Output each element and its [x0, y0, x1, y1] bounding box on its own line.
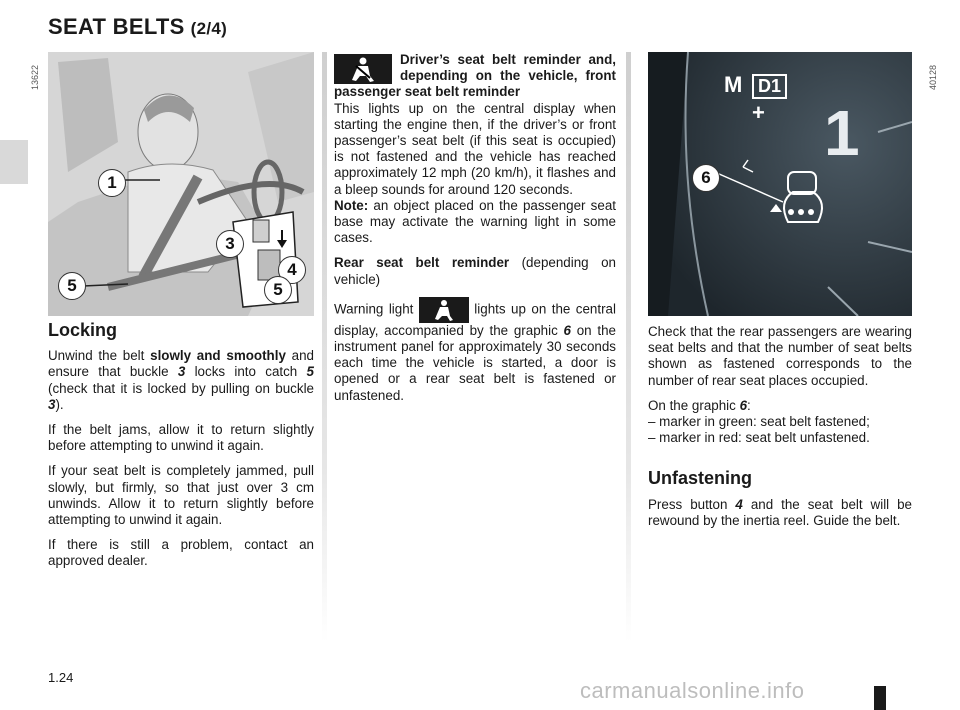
locking-paragraph-1: Unwind the belt slowly and smoothly and ensure that buckle 3 locks into catch 5 (check that it is locked by pulling on buckle 3).: [48, 348, 314, 412]
figure-id-right: 40128: [928, 64, 938, 90]
seatbelt-illustration: [48, 52, 314, 316]
callout-5-right: 5: [264, 276, 292, 304]
title-text: SEAT BELTS: [48, 14, 185, 39]
seatbelt-warning-inline-icon: [419, 297, 469, 323]
instrument-panel-illustration: [648, 52, 912, 316]
seatbelt-warning-icon: [334, 54, 392, 84]
callout-6: 6: [692, 164, 720, 192]
gear-display-label: D1: [752, 74, 787, 99]
gear-number-label: 1: [824, 97, 860, 169]
callout-5-left: 5: [58, 272, 86, 300]
title-subtitle: (2/4): [190, 19, 228, 38]
locking-heading: Locking: [48, 320, 118, 340]
rear-reminder-body: Warning light lights up on the central display, accompanied by the graphic 6 on the instrument panel for approximately 30 seconds each time the vehicle is started, a door is opened or a rear seat belt is fastened or unfastened.: [334, 297, 616, 404]
reminder-note: Note: an object placed on the passenger seat base may activate the warning light in some cases.: [334, 197, 616, 246]
callout-1: 1: [98, 169, 126, 197]
reminder-block: [334, 52, 616, 198]
unfastening-paragraph: Press button 4 and the seat belt will be rewound by the inertia reel. Guide the belt.: [648, 496, 913, 528]
column-divider-2: [626, 52, 631, 642]
column-divider-1: [322, 52, 327, 642]
locking-paragraph-4: If there is still a problem, contact an approved dealer.: [48, 537, 314, 569]
locking-paragraph-3: If your seat belt is completely jammed, pull slowly, but firmly, so that just over 3 cm unwinds. Allow it to return slightly before attempting to unwind it again.: [48, 463, 314, 528]
page-title: [48, 14, 227, 40]
column-3: [648, 324, 912, 538]
watermark: carmanualsonline.info: [580, 678, 805, 703]
gear-plus-label: +: [752, 100, 765, 125]
column-2: [334, 52, 616, 413]
driver-reminder-body: This lights up on the central display when starting the engine then, if the driver’s or front passenger’s seat belt (if this seat is occupied) is not fastened and the vehicle has reached approximately 12 mph (20 km/h), it flashes and a bleep sounds for around 120 seconds.: [334, 100, 616, 197]
gear-mode-label: M: [724, 72, 743, 97]
rear-reminder-title: Rear seat belt reminder (depending on vehicle): [334, 255, 616, 287]
page-number: 1.24: [48, 670, 74, 685]
driver-reminder-title: Driver’s seat belt reminder and, depending on the vehicle, front passenger seat belt reminder: [334, 52, 616, 100]
corner-marker: [874, 686, 886, 710]
section-tab: [0, 140, 28, 184]
column-1: [48, 322, 314, 579]
figure-id-left: 13622: [30, 64, 40, 90]
legend-red: – marker in red: seat belt unfastened.: [648, 430, 870, 446]
unfastening-heading: Unfastening: [648, 468, 753, 489]
rear-check-paragraph: Check that the rear passengers are wearing seat belts and that the number of seat belts shown as fastened corresponds to the number of rear seat places occupied.: [648, 324, 912, 388]
callout-4: 4: [278, 256, 306, 284]
legend-green: – marker in green: seat belt fastened;: [648, 414, 870, 430]
callout-3: 3: [216, 230, 244, 258]
graphic-legend-intro: On the graphic 6:: [648, 397, 751, 413]
locking-paragraph-2: If the belt jams, allow it to return slightly before attempting to unwind it again.: [48, 422, 314, 454]
